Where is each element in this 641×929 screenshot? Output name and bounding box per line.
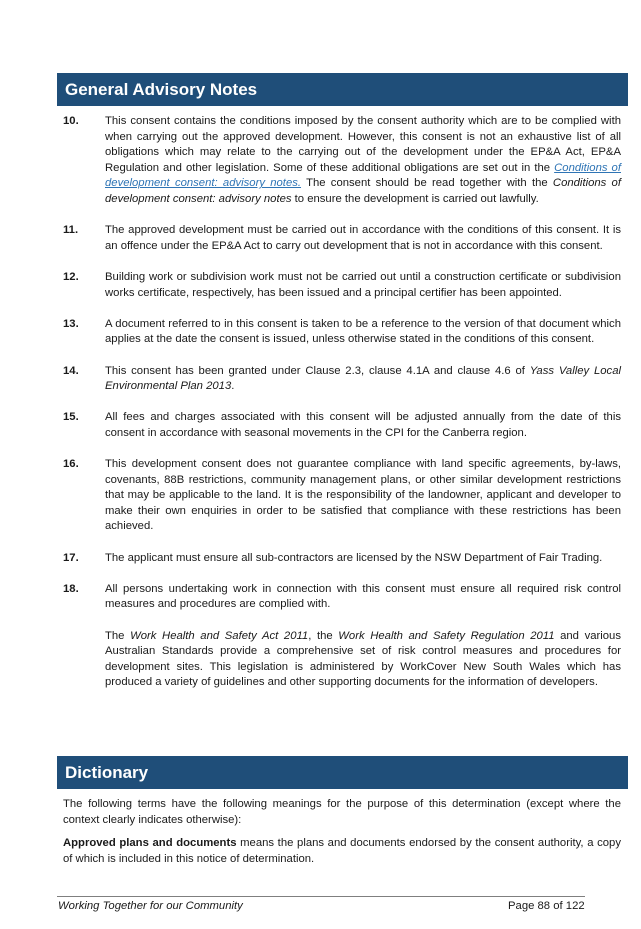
note-text-part: This consent contains the conditions imposed by the consent authority which are to be complied with when carrying out the approved development. However, this consent is not an exhaustive list of all obligations which may relate to the carrying out of the development under the EP&A Act, EP&A Regulation and other legislation. Some of these additional obligations are set out in the	[105, 115, 621, 174]
note-text: This development consent does not guarantee compliance with land specific agreements, by-laws, covenants, 88B restrictions, community management plans, or other similar development restrictions that may be applicable to the land. It is the responsibility of the landowner, applicant and developer to make their own enquiries in order to be satisfied that compliance with these restrictions has been achieved.	[105, 458, 621, 533]
note-12	[63, 270, 621, 301]
note-text-part: The consent should be read together with the	[301, 177, 553, 190]
note-text-part: to ensure the development is carried out lawfully.	[291, 192, 539, 205]
note-11	[63, 223, 621, 254]
note-number: 13.	[63, 317, 79, 330]
note-13	[63, 317, 621, 348]
section-heading-dictionary-text: Dictionary	[65, 762, 149, 782]
note-text: A document referred to in this consent is taken to be a reference to the version of that document which applies at the date the consent is issued, unless otherwise stated in the conditions of this consent.	[105, 317, 621, 346]
footer-divider	[57, 896, 585, 897]
note-text-part: The	[105, 629, 131, 642]
dictionary-entry	[63, 836, 621, 867]
note-number: 17.	[63, 551, 79, 564]
note-text: All fees and charges associated with this consent will be adjusted annually from the date of this consent in accordance with seasonal movements in the CPI for the Canberra region.	[105, 411, 621, 439]
note-18	[63, 582, 621, 613]
note-number: 15.	[63, 411, 79, 424]
note-text-italic: Work Health and Safety Regulation 2011	[338, 629, 555, 642]
note-text: The approved development must be carried out in accordance with the conditions of this consent. It is an offence under the EP&A Act to carry out development that is not in accordance with this consent.	[105, 224, 621, 252]
note-text-part: This consent has been granted under Clause 2.3, clause 4.1A and clause 4.6 of	[105, 364, 530, 377]
note-10	[63, 114, 621, 208]
note-text: All persons undertaking work in connection with this consent must ensure all required risk control measures and procedures are complied with.	[105, 582, 621, 611]
note-14	[63, 364, 621, 395]
note-text	[105, 114, 621, 208]
dictionary-definition: means the plans and documents endorsed by the consent authority, a copy of which is included in this notice of determination.	[63, 837, 621, 865]
note-number: 14.	[63, 364, 79, 377]
note-text-part: .	[231, 380, 235, 393]
note-text-italic: Conditions of development consent: advisory notes	[105, 177, 621, 205]
note-number: 12.	[63, 270, 79, 283]
section-heading-dictionary	[57, 756, 628, 789]
advisory-notes-list	[63, 114, 621, 691]
note-text: The applicant must ensure all sub-contractors are licensed by the NSW Department of Fair Trading.	[105, 551, 603, 564]
note-text-italic: Yass Valley Local Environmental Plan 2013	[105, 364, 621, 393]
note-text: Building work or subdivision work must not be carried out until a construction certificate or subdivision works certificate, respectively, has been issued and a principal certifier has been appointed.	[105, 270, 621, 299]
note-text-italic: Work Health and Safety Act 2011	[130, 629, 309, 642]
dictionary-section	[63, 797, 621, 875]
note-17	[63, 551, 621, 567]
footer-tagline: Working Together for our Community	[58, 900, 243, 912]
note-18-paragraph	[105, 629, 621, 691]
section-heading-advisory	[57, 73, 628, 106]
note-text-part: , the	[308, 629, 339, 642]
note-text-part: and various Australian Standards provide a comprehensive set of risk control measures and procedures for development sites. This legislation is administered by WorkCover New South Wales which has produced a variety of guidelines and other supporting documents for the information of developers.	[105, 629, 621, 689]
advisory-notes-link[interactable]: Conditions of development consent: advisory notes.	[105, 161, 621, 190]
dictionary-intro: The following terms have the following meanings for the purpose of this determination (except where the context clearly indicates otherwise):	[63, 798, 621, 826]
section-heading-advisory-text: General Advisory Notes	[65, 79, 258, 99]
dictionary-term: Approved plans and documents	[63, 837, 237, 850]
note-15	[63, 410, 621, 441]
note-number: 10.	[63, 115, 79, 127]
note-16	[63, 457, 621, 535]
note-text	[105, 364, 621, 395]
note-number: 18.	[63, 582, 79, 595]
note-number: 11.	[63, 224, 79, 237]
note-number: 16.	[63, 458, 79, 471]
page-number: Page 88 of 122	[508, 900, 585, 912]
